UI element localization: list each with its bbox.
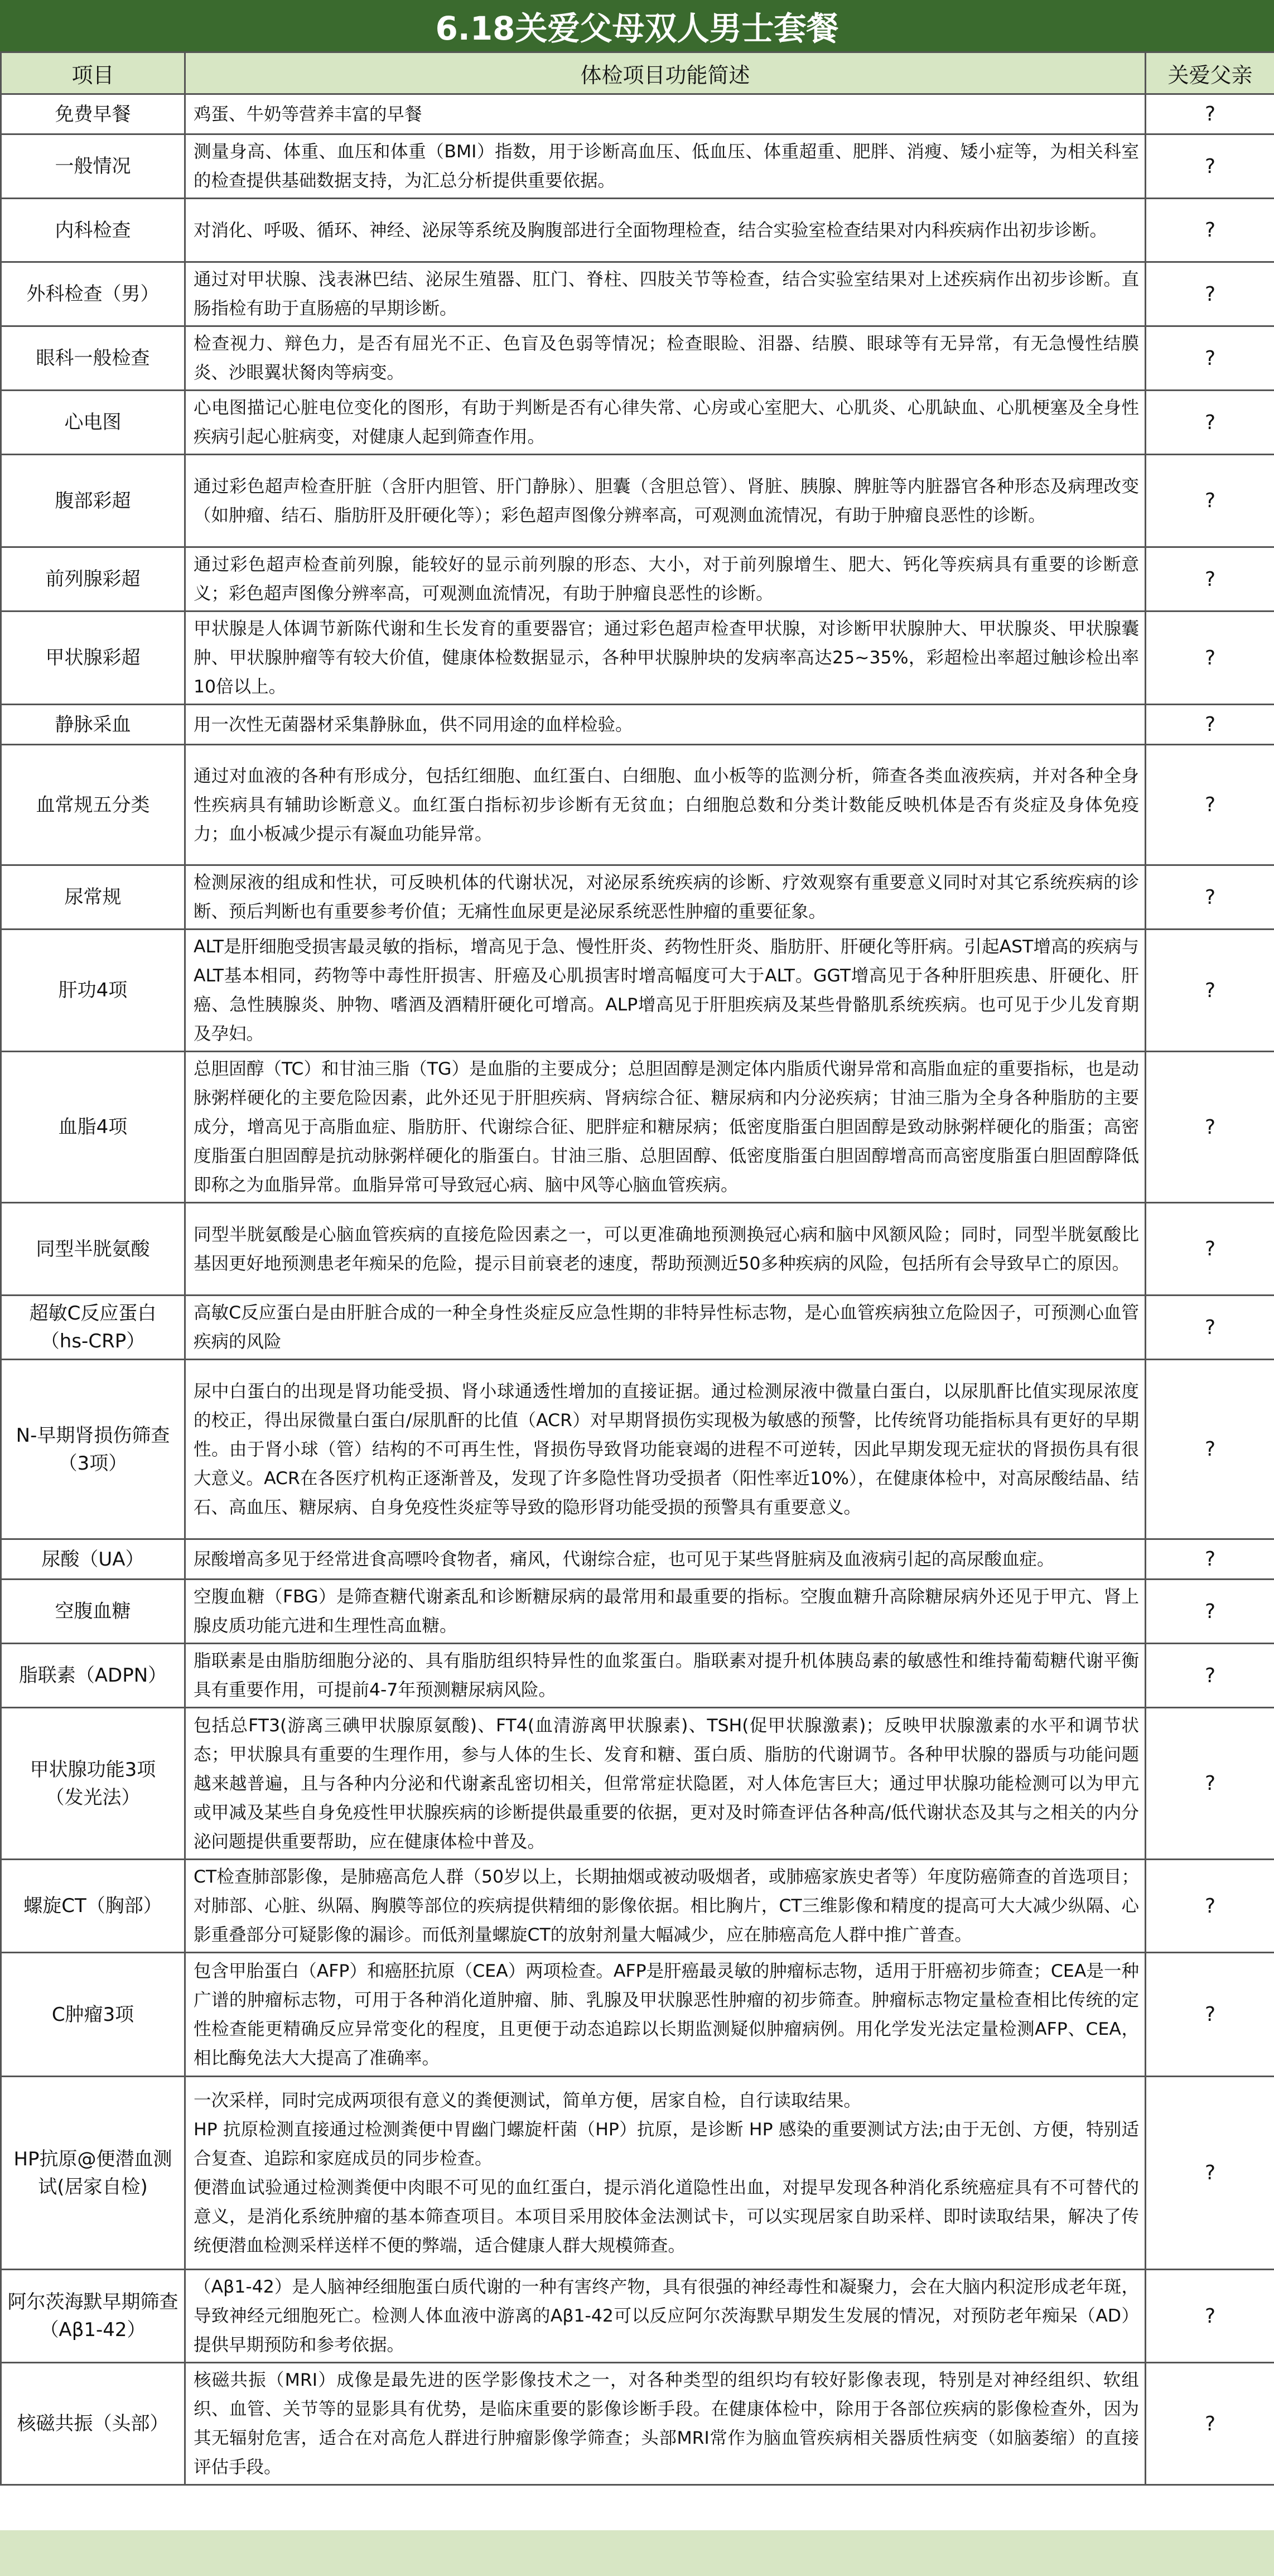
item-description: 同型半胱氨酸是心脑血管疾病的直接危险因素之一，可以更准确地预测换冠心病和脑中风额风险；同时，同型半胱氨酸比基因更好地预测患老年痴呆的危险，提示目前衰老的速度，帮助预测近50多种疾病的风险，包括所有会导致早亡的原因。 <box>185 1203 1146 1296</box>
table-row <box>1 1860 1274 1953</box>
item-name <box>1 1360 185 1539</box>
package-mark: ? <box>1146 199 1274 262</box>
package-mark: ? <box>1146 705 1274 745</box>
package-mark: ? <box>1146 326 1274 391</box>
package-mark: ? <box>1146 865 1274 930</box>
item-name: 内科检查 <box>1 199 185 262</box>
item-name: 眼科一般检查 <box>1 326 185 391</box>
table-row <box>1 1539 1274 1580</box>
item-name: 螺旋CT（胸部） <box>1 1860 185 1953</box>
item-name-line: 甲状腺功能3项 <box>30 1758 156 1781</box>
table-row <box>1 930 1274 1052</box>
item-name-line: （Aβ1-42） <box>40 2319 146 2341</box>
table-row <box>1 705 1274 745</box>
item-description: 通过彩色超声检查前列腺，能较好的显示前列腺的形态、大小，对于前列腺增生、肥大、钙化等疾病具有重要的诊断意义；彩色超声图像分辨率高，可观测血流情况，有助于肿瘤良恶性的诊断。 <box>185 547 1146 612</box>
header-desc: 体检项目功能简述 <box>185 52 1146 94</box>
table-row <box>1 1644 1274 1708</box>
package-mark: ? <box>1146 262 1274 326</box>
table-header-row <box>1 52 1274 94</box>
item-description: 包含甲胎蛋白（AFP）和癌胚抗原（CEA）两项检查。AFP是肝癌最灵敏的肿瘤标志物，适用于肝癌初步筛查；CEA是一种广谱的肿瘤标志物，可用于各种消化道肿瘤、肺、乳腺及甲状腺恶性肿瘤的初步筛查。肿瘤标志物定量检查相比传统的定性检查能更精确反应异常变化的程度，且更便于动态追踪以长期监测疑似肿瘤病例。用化学发光法定量检测AFP、CEA，相比酶免法大大提高了准确率。 <box>185 1953 1146 2077</box>
package-table <box>0 51 1274 2486</box>
item-name-line: 阿尔茨海默早期筛查 <box>7 2291 178 2313</box>
package-mark: ? <box>1146 1360 1274 1539</box>
item-name: 血脂4项 <box>1 1052 185 1203</box>
item-name: 血常规五分类 <box>1 745 185 865</box>
item-name: 同型半胱氨酸 <box>1 1203 185 1296</box>
item-description: 对消化、呼吸、循环、神经、泌尿等系统及胸腹部进行全面物理检查，结合实验室检查结果对内科疾病作出初步诊断。 <box>185 199 1146 262</box>
item-description: 一次采样，同时完成两项很有意义的粪便测试，简单方便，居家自检，自行读取结果。 HP 抗原检测直接通过检测粪便中胃幽门螺旋杆菌（HP）抗原，是诊断 HP 感染的重要测试方法;由于无创、方便，特别适合复查、追踪和家庭成员的同步检查。 便潜血试验通过检测粪便中肉眼不可见的血红蛋白，提示消化道隐性出血，对提早发现各种消化系统癌症具有不可替代的意义，是消化系统肿瘤的基本筛查项目。本项目采用胶体金法测试卡，可以实现居家自助采样、即时读取结果，解决了传统便潜血检测采样送样不便的弊端，适合健康人群大规模筛查。 <box>185 2077 1146 2270</box>
package-mark: ? <box>1146 1539 1274 1580</box>
package-mark: ? <box>1146 2077 1274 2270</box>
item-name-line: （发光法） <box>45 1786 141 1809</box>
table-row <box>1 455 1274 547</box>
package-mark: ? <box>1146 1580 1274 1644</box>
package-mark: ? <box>1146 455 1274 547</box>
package-mark: ? <box>1146 134 1274 199</box>
package-mark: ? <box>1146 1203 1274 1296</box>
item-description: 空腹血糖（FBG）是筛查糖代谢紊乱和诊断糖尿病的最常用和最重要的指标。空腹血糖升高除糖尿病外还见于甲亢、肾上腺皮质功能亢进和生理性高血糖。 <box>185 1580 1146 1644</box>
table-row <box>1 612 1274 705</box>
item-description: 测量身高、体重、血压和体重（BMI）指数，用于诊断高血压、低血压、体重超重、肥胖、消瘦、矮小症等，为相关科室的检查提供基础数据支持，为汇总分析提供重要依据。 <box>185 134 1146 199</box>
item-description: 总胆固醇（TC）和甘油三脂（TG）是血脂的主要成分；总胆固醇是测定体内脂质代谢异常和高脂血症的重要指标，也是动脉粥样硬化的主要危险因素，此外还见于肝胆疾病、肾病综合征、糖尿病和内分泌疾病；甘油三脂为全身各种脂肪的主要成分，增高见于高脂血症、脂肪肝、代谢综合征、肥胖症和糖尿病；低密度脂蛋白胆固醇是致动脉粥样硬化的脂蛋；高密度脂蛋白胆固醇是抗动脉粥样硬化的脂蛋白。甘油三脂、总胆固醇、低密度脂蛋白胆固醇增高而高密度脂蛋白胆固醇降低即称之为血脂异常。血脂异常可导致冠心病、脑中风等心脑血管疾病。 <box>185 1052 1146 1203</box>
item-name <box>1 1708 185 1860</box>
package-mark: ? <box>1146 94 1274 134</box>
item-name: 甲状腺彩超 <box>1 612 185 705</box>
item-name-line: 试(居家自检) <box>38 2175 148 2198</box>
item-description: 鸡蛋、牛奶等营养丰富的早餐 <box>185 94 1146 134</box>
table-row <box>1 1708 1274 1860</box>
package-mark: ? <box>1146 391 1274 455</box>
item-description: ALT是肝细胞受损害最灵敏的指标，增高见于急、慢性肝炎、药物性肝炎、脂肪肝、肝硬化等肝病。引起AST增高的疾病与ALT基本相同，药物等中毒性肝损害、肝癌及心肌损害时增高幅度可大于ALT。GGT增高见于各种肝胆疾患、肝硬化、肝癌、急性胰腺炎、肿物、嗜酒及酒精肝硬化可增高。ALP增高见于肝胆疾病及某些骨骼肌系统疾病。也可见于少儿发育期及孕妇。 <box>185 930 1146 1052</box>
table-row <box>1 2270 1274 2363</box>
package-mark: ? <box>1146 1953 1274 2077</box>
item-name-line: HP抗原@便潜血测 <box>13 2148 172 2170</box>
package-mark: ? <box>1146 547 1274 612</box>
item-name: 尿常规 <box>1 865 185 930</box>
item-description: 甲状腺是人体调节新陈代谢和生长发育的重要器官；通过彩色超声检查甲状腺，对诊断甲状腺肿大、甲状腺炎、甲状腺囊肿、甲状腺肿瘤等有较大价值，健康体检数据显示，各种甲状腺肿块的发病率高达25~35%，彩超检出率超过触诊检出率10倍以上。 <box>185 612 1146 705</box>
item-description: 检查视力、辩色力，是否有屈光不正、色盲及色弱等情况；检查眼睑、泪器、结膜、眼球等有无异常，有无急慢性结膜炎、沙眼翼状胬肉等病变。 <box>185 326 1146 391</box>
footer-bar <box>0 2530 1274 2576</box>
item-name: 空腹血糖 <box>1 1580 185 1644</box>
item-name: 脂联素（ADPN） <box>1 1644 185 1708</box>
item-name: 肝功4项 <box>1 930 185 1052</box>
package-mark: ? <box>1146 1644 1274 1708</box>
item-name-line: N-早期肾损伤筛查 <box>16 1424 170 1447</box>
item-description: 脂联素是由脂肪细胞分泌的、具有脂肪组织特异性的血浆蛋白。脂联素对提升机体胰岛素的敏感性和维持葡萄糖代谢平衡具有重要作用，可提前4-7年预测糖尿病风险。 <box>185 1644 1146 1708</box>
item-name: 免费早餐 <box>1 94 185 134</box>
table-row <box>1 1203 1274 1296</box>
item-description: 用一次性无菌器材采集静脉血，供不同用途的血样检验。 <box>185 705 1146 745</box>
item-description: 包括总FT3(游离三碘甲状腺原氨酸)、FT4(血清游离甲状腺素)、TSH(促甲状腺激素)；反映甲状腺激素的水平和调节状态；甲状腺具有重要的生理作用，参与人体的生长、发育和糖、蛋白质、脂肪的代谢调节。各种甲状腺的器质与功能问题越来越普遍，且与各种内分泌和代谢紊乱密切相关，但常常症状隐匿，对人体危害巨大；通过甲状腺功能检测可以为甲亢或甲减及某些自身免疫性甲状腺疾病的诊断提供最重要的依据，更对及时筛查评估各种高/低代谢状态及其与之相关的内分泌问题提供重要帮助，应在健康体检中普及。 <box>185 1708 1146 1860</box>
table-row <box>1 2363 1274 2485</box>
item-name <box>1 2077 185 2270</box>
table-row <box>1 262 1274 326</box>
table-row <box>1 94 1274 134</box>
item-description: （Aβ1-42）是人脑神经细胞蛋白质代谢的一种有害终产物，具有很强的神经毒性和凝聚力，会在大脑内积淀形成老年斑，导致神经元细胞死亡。检测人体血液中游离的Aβ1-42可以反应阿尔茨海默早期发生发展的情况，对预防老年痴呆（AD）提供早期预防和参考依据。 <box>185 2270 1146 2363</box>
item-description: 尿中白蛋白的出现是肾功能受损、肾小球通透性增加的直接证据。通过检测尿液中微量白蛋白，以尿肌酐比值实现尿浓度的校正，得出尿微量白蛋白/尿肌酐的比值（ACR）对早期肾损伤实现极为敏感的预警，比传统肾功能指标具有更好的早期性。由于肾小球（管）结构的不可再生性，肾损伤导致肾功能衰竭的进程不可逆转，因此早期发现无症状的肾损伤具有很大意义。ACR在各医疗机构正逐渐普及，发现了许多隐性肾功受损者（阳性率近10%），在健康体检中，对高尿酸结晶、结石、高血压、糖尿病、自身免疫性炎症等导致的隐形肾功能受损的预警具有重要意义。 <box>185 1360 1146 1539</box>
table-row <box>1 1296 1274 1360</box>
item-description: 通过对血液的各种有形成分，包括红细胞、血红蛋白、白细胞、血小板等的监测分析，筛查各类血液疾病，并对各种全身性疾病具有辅助诊断意义。血红蛋白指标初步诊断有无贫血；白细胞总数和分类计数能反映机体是否有炎症及身体免疫力；血小板减少提示有凝血功能异常。 <box>185 745 1146 865</box>
item-name: 核磁共振（头部） <box>1 2363 185 2485</box>
table-row <box>1 865 1274 930</box>
item-description: 通过对甲状腺、浅表淋巴结、泌尿生殖器、肛门、脊柱、四肢关节等检查，结合实验室结果对上述疾病作出初步诊断。直肠指检有助于直肠癌的早期诊断。 <box>185 262 1146 326</box>
table-row <box>1 1953 1274 2077</box>
item-name: 尿酸（UA） <box>1 1539 185 1580</box>
package-mark: ? <box>1146 2270 1274 2363</box>
header-package: 关爱父亲 <box>1146 52 1274 94</box>
table-row <box>1 547 1274 612</box>
item-description: 尿酸增高多见于经常进食高嘌呤食物者，痛风，代谢综合症，也可见于某些肾脏病及血液病引起的高尿酸血症。 <box>185 1539 1146 1580</box>
table-row <box>1 745 1274 865</box>
table-row <box>1 1052 1274 1203</box>
header-item: 项目 <box>1 52 185 94</box>
package-mark: ? <box>1146 930 1274 1052</box>
item-description: CT检查肺部影像，是肺癌高危人群（50岁以上，长期抽烟或被动吸烟者，或肺癌家族史者等）年度防癌筛查的首选项目；对肺部、心脏、纵隔、胸膜等部位的疾病提供精细的影像依据。相比胸片，CT三维影像和精度的提高可大大减少纵隔、心影重叠部分可疑影像的漏诊。而低剂量螺旋CT的放射剂量大幅减少，应在肺癌高危人群中推广普查。 <box>185 1860 1146 1953</box>
package-mark: ? <box>1146 1708 1274 1860</box>
item-description: 检测尿液的组成和性状，可反映机体的代谢状况，对泌尿系统疾病的诊断、疗效观察有重要意义同时对其它系统疾病的诊断、预后判断也有重要参考价值；无痛性血尿更是泌尿系统恶性肿瘤的重要征象。 <box>185 865 1146 930</box>
table-row <box>1 134 1274 199</box>
table-body <box>1 94 1274 2485</box>
item-description: 心电图描记心脏电位变化的图形，有助于判断是否有心律失常、心房或心室肥大、心肌炎、心肌缺血、心肌梗塞及全身性疾病引起心脏病变，对健康人起到筛查作用。 <box>185 391 1146 455</box>
package-title: 6.18关爱父母双人男士套餐 <box>0 0 1274 53</box>
table-row <box>1 1580 1274 1644</box>
table-row <box>1 199 1274 262</box>
package-mark: ? <box>1146 2363 1274 2485</box>
table-row <box>1 2077 1274 2270</box>
item-description: 高敏C反应蛋白是由肝脏合成的一种全身性炎症反应急性期的非特异性标志物，是心血管疾病独立危险因子，可预测心血管疾病的风险 <box>185 1296 1146 1360</box>
item-name: 一般情况 <box>1 134 185 199</box>
table-row <box>1 1360 1274 1539</box>
package-mark: ? <box>1146 745 1274 865</box>
item-name: 前列腺彩超 <box>1 547 185 612</box>
table-row <box>1 326 1274 391</box>
package-mark: ? <box>1146 1296 1274 1360</box>
item-name: C肿瘤3项 <box>1 1953 185 2077</box>
item-name-line: （3项） <box>58 1452 128 1475</box>
package-mark: ? <box>1146 1052 1274 1203</box>
item-name: 外科检查（男） <box>1 262 185 326</box>
item-name: 腹部彩超 <box>1 455 185 547</box>
item-name <box>1 2270 185 2363</box>
item-name: 静脉采血 <box>1 705 185 745</box>
package-mark: ? <box>1146 612 1274 705</box>
item-name <box>1 1296 185 1360</box>
item-name: 心电图 <box>1 391 185 455</box>
item-description: 核磁共振（MRI）成像是最先进的医学影像技术之一，对各种类型的组织均有较好影像表现，特别是对神经组织、软组织、血管、关节等的显影具有优势，是临床重要的影像诊断手段。在健康体检中，除用于各部位疾病的影像检查外，因为其无辐射危害，适合在对高危人群进行肿瘤影像学筛查；头部MRI常作为脑血管疾病相关器质性病变（如脑萎缩）的直接评估手段。 <box>185 2363 1146 2485</box>
item-name-line: 超敏C反应蛋白 <box>29 1302 157 1325</box>
table-row <box>1 391 1274 455</box>
item-description: 通过彩色超声检查肝脏（含肝内胆管、肝门静脉）、胆囊（含胆总管）、肾脏、胰腺、脾脏等内脏器官各种形态及病理改变（如肿瘤、结石、脂肪肝及肝硬化等）；彩色超声图像分辨率高，可观测血流情况，有助于肿瘤良恶性的诊断。 <box>185 455 1146 547</box>
item-name-line: （hs-CRP） <box>40 1330 146 1352</box>
package-mark: ? <box>1146 1860 1274 1953</box>
